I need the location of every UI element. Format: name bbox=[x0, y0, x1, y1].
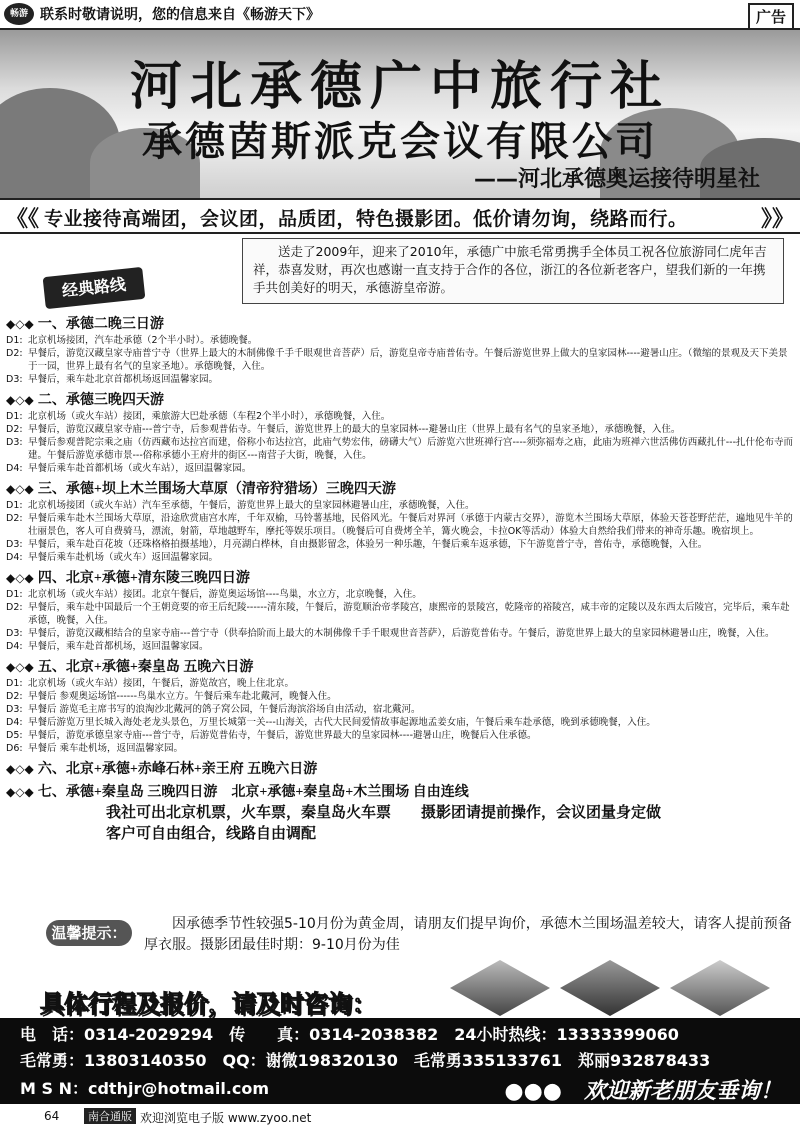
day-line: D5: 早餐后，游览承德皇家寺庙---普宁寺，后游览普佑寺，午餐后，游览世界最大的皇家园林----避暑山庄，晚餐后入住承德。 bbox=[6, 730, 537, 741]
day-line: D2: 早餐后，游览汉藏皇家寺庙---普宁寺，后参观普佑寺。午餐后，游览世界上的最大的皇家园林---避暑山庄（世界上最有名气的皇家圣地），承德晚餐，入住。 bbox=[6, 424, 681, 435]
magazine-logo: 畅游 bbox=[4, 3, 34, 25]
agency-name: 河北承德广中旅行社 bbox=[129, 59, 670, 116]
route-title: ◆◇◆ 三、承德+坝上木兰围场大草原（清帝狩猎场）三晚四天游 bbox=[6, 482, 396, 497]
day-line: D1: 北京机场接团，汽车赴承德（2个半小时）。承德晚餐。 bbox=[6, 335, 258, 346]
route-title: ◆◇◆ 六、北京+承德+赤峰石林+亲王府 五晚六日游 bbox=[6, 762, 318, 777]
day-line: D6: 早餐后 乘车赴机场，返回温馨家园。 bbox=[6, 743, 184, 754]
photo-strip bbox=[440, 960, 790, 1016]
diamond-icon: ◆◇◆ bbox=[6, 785, 38, 799]
day-line: D4: 早餐后乘车赴机场（或火车）返回温馨家园。 bbox=[6, 552, 219, 563]
website-link[interactable]: 欢迎浏览电子版 www.zyoo.net bbox=[140, 1111, 312, 1125]
diamond-icon: ◆◇◆ bbox=[6, 571, 38, 585]
source-note: 联系时敬请说明，您的信息来自《畅游天下》 bbox=[40, 7, 320, 23]
msn-line: M S N：cdthjr@hotmail.com bbox=[20, 1079, 270, 1098]
left-chevrons: 《《 bbox=[6, 207, 40, 232]
greeting-box: 送走了2009年，迎来了2010年，承德广中旅毛常勇携手全体员工祝各位旅游同仁虎年吉祥，恭喜发财，再次也感谢一直支持于合作的各位，浙江的各位新老客户，望我们新的一年携手共创美好的明天，承德游皇帝游。 bbox=[242, 238, 784, 304]
edition-label: 南合通版 bbox=[84, 1108, 136, 1124]
qq-line: 毛常勇：13803140350 QQ：谢微198320130 毛常勇335133761 郑丽932878433 bbox=[20, 1051, 711, 1070]
route-title: ◆◇◆ 二、承德三晚四天游 bbox=[6, 393, 164, 408]
header-banner bbox=[0, 30, 800, 198]
day-line: D2: 早餐后，游览汉藏皇家寺庙普宁寺（世界上最大的木制佛像千手千眼观世音菩萨）后，游览皇帝寺庙普佑寺。午餐后游览世界上做大的皇家园林----避暑山庄。（微缩的景观及天下美景于一园，世界上最有名气的皇家圣地）。承德晚餐，入住。 bbox=[6, 348, 788, 372]
day-line: D3: 早餐后，乘车赴北京首都机场返回温馨家园。 bbox=[6, 374, 219, 385]
diamond-icon: ◆◇◆ bbox=[6, 762, 38, 776]
day-line: D1: 北京机场接团（或火车站）汽车至承德，午餐后，游览世界上最大的皇家园林避暑山庄，承德晚餐，入住。 bbox=[6, 500, 475, 511]
tip-label: 温馨提示： bbox=[46, 920, 132, 946]
pagoda-photo bbox=[450, 960, 550, 1016]
booking-note: 我社可出北京机票，火车票，秦皇岛火车票 摄影团请提前操作，会议团量身定做 bbox=[106, 803, 662, 821]
day-line: D2: 早餐后，乘车赴中国最后一个王朝竟要的帝王后纪陵------清东陵，午餐后，游览顺治帝孝陵宫，康熙帝的景陵宫，乾隆帝的裕陵宫，咸丰帝的定陵以及东西太后陵宫，完毕后，乘车赴承德，晚餐，入住。 bbox=[6, 602, 790, 626]
route-title: ◆◇◆ 五、北京+承德+秦皇岛 五晚六日游 bbox=[6, 660, 254, 675]
day-line: D3: 早餐后 游览毛主席书写的浪淘沙北戴河的鸽子窝公园，午餐后海滨浴场自由活动，宿北戴河。 bbox=[6, 704, 421, 715]
company-name: 承德茵斯派克会议有限公司 bbox=[142, 119, 658, 164]
consult-heading: 具体行程及报价，请及时咨询： bbox=[40, 990, 376, 1018]
slogan-bar bbox=[0, 198, 800, 234]
day-line: D4: 早餐后乘车赴首都机场（或火车站），返回温馨家园。 bbox=[6, 463, 252, 474]
top-bar bbox=[0, 0, 800, 30]
route-title: ◆◇◆ 一、承德二晚三日游 bbox=[6, 317, 164, 332]
route-list bbox=[6, 310, 796, 844]
day-line: D1: 北京机场（或火车站）接团。北京午餐后，游览奥运场馆----鸟巢，水立方，北京晚餐，入住。 bbox=[6, 589, 422, 600]
day-line: D4: 早餐后游览万里长城入海处老龙头景色，万里长城第一关---山海关，古代大民间爱情故事起源地孟姜女庙，午餐后乘车赴承德，晚到承德晚餐，入住。 bbox=[6, 717, 656, 728]
right-chevrons: 》》 bbox=[760, 207, 794, 232]
route-title: ◆◇◆ 七、承德+秦皇岛 三晚四日游 北京+承德+秦皇岛+木兰围场 自由连线 bbox=[6, 785, 469, 800]
diamond-icon: ◆◇◆ bbox=[6, 393, 38, 407]
tagline: ——河北承德奥运接待明星社 bbox=[473, 167, 760, 192]
day-line: D3: 早餐后，乘车赴百花坡（还珠格格拍摄基地），月亮湖白桦林，自由摄影留念，体验另一种乐趣，午餐后乘车返承德，下午游览普宁寺，普佑寺，承德晚餐，入住。 bbox=[6, 539, 708, 550]
day-line: D1: 北京机场（或火车站）接团，乘旅游大巴赴承德（车程2个半小时），承德晚餐，入住。 bbox=[6, 411, 391, 422]
ad-label: 广告 bbox=[748, 3, 794, 30]
page-number: 64 bbox=[44, 1109, 60, 1123]
phone-line: 电 话：0314-2029294 传 真：0314-2038382 24小时热线：13333399060 bbox=[20, 1025, 679, 1044]
route-title: ◆◇◆ 四、北京+承德+清东陵三晚四日游 bbox=[6, 571, 250, 586]
day-line: D2: 早餐后乘车赴木兰围场大草原，沿途欣赏庙宫水库，千年双榆，马铃薯基地，民俗风光。午餐后对界河（承德于内蒙古交界），游览木兰围场大草原，体验天苍苍野茫茫，遍地见牛羊的壮丽景色，客人可自费骑马，漂流，射箭，草地越野车，摩托等娱乐项目。（晚餐后可自费烤全羊，篝火晚会，卡拉OK等活动）体验大自然给我们带来的神奇乐趣。晚宿坝上。 bbox=[6, 513, 793, 537]
welcome-text: ●●● 欢迎新老朋友垂询！ bbox=[504, 1079, 782, 1104]
contact-panel bbox=[0, 1018, 800, 1104]
day-line: D2: 早餐后 参观奥运场馆------鸟巢水立方。午餐后乘车赴北戴河，晚餐入住。 bbox=[6, 691, 337, 702]
day-line: D4: 早餐后，乘车赴首都机场，返回温馨家园。 bbox=[6, 641, 209, 652]
warm-tip bbox=[36, 912, 796, 966]
custom-note: 客户可自由组合，线路自由调配 bbox=[106, 824, 317, 842]
day-line: D1: 北京机场（或火车站）接团，午餐后，游览故宫，晚上住北京。 bbox=[6, 678, 295, 689]
day-line: D3: 早餐后，游览汉藏相结合的皇家寺庙---普宁寺（供奉拾阶而上最大的木制佛像千手千眼观世音菩萨），后游览普佑寺。午餐后，游览世界上最大的皇家园林避暑山庄，晚餐，入住。 bbox=[6, 628, 775, 639]
diamond-icon: ◆◇◆ bbox=[6, 482, 38, 496]
tip-text: 因承德季节性较强5-10月份为黄金周，请朋友们提早询价，承德木兰围场温差较大，请客人提前预备厚衣服。摄影团最佳时期：9-10月份为佳 bbox=[144, 916, 792, 953]
diamond-icon: ◆◇◆ bbox=[6, 317, 38, 331]
stadium-photo bbox=[560, 960, 660, 1016]
page-footer bbox=[0, 1106, 800, 1127]
diamond-icon: ◆◇◆ bbox=[6, 660, 38, 674]
classic-routes-badge: 经典路线 bbox=[43, 267, 146, 309]
slogan-text: 专业接待高端团，会议团，品质团，特色摄影团。低价请勿询，绕路而行。 bbox=[44, 208, 688, 230]
day-line: D3: 早餐后参观普陀宗乘之庙（仿西藏布达拉宫而建，俗称小布达拉宫，此庙气势宏伟，磅礴大气）后游览六世班禅行宫----须弥福寿之庙，此庙为班禅六世活佛仿西藏扎什---扎什伦布寺而建。午餐后游览承德市景---俗称承德小王府井的街区---南营子大街，晚餐，入住。 bbox=[6, 437, 793, 461]
horses-photo bbox=[670, 960, 770, 1016]
